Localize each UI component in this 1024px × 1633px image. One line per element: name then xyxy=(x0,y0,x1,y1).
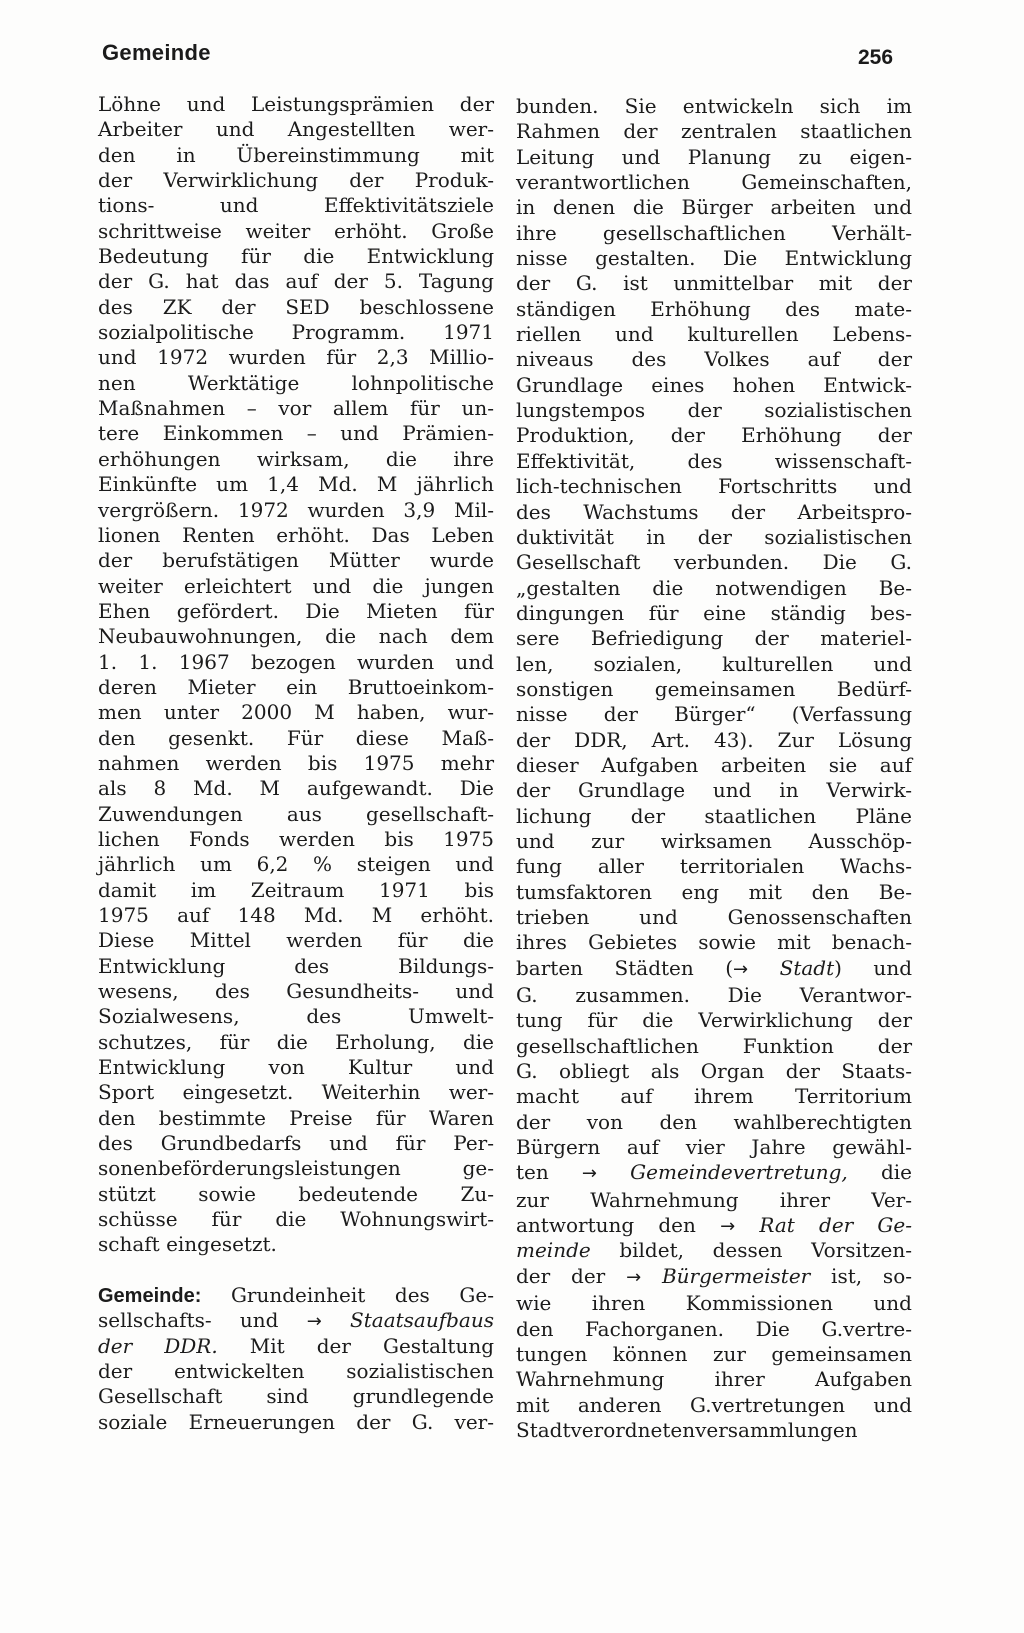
left-column xyxy=(98,92,494,1435)
text-line: der DDR, Art. 43). Zur Lösung xyxy=(516,727,912,752)
paragraph-gap xyxy=(98,1258,494,1283)
text-line: schüsse für die Wohnungswirt- xyxy=(98,1207,494,1232)
cross-reference: Rat der Ge- xyxy=(735,1213,912,1238)
text-line: „gestalten die notwendigen Be- xyxy=(516,575,912,600)
text-line: Einkünfte um 1,4 Md. M jährlich xyxy=(98,472,494,497)
text-line: des ZK der SED beschlossene xyxy=(98,294,494,319)
entry-text: Grundeinheit des Ge- xyxy=(201,1282,494,1307)
text-line: Produktion, der Erhöhung der xyxy=(516,423,912,448)
running-head: Gemeinde xyxy=(102,40,211,65)
text-line: Löhne und Leistungsprämien der xyxy=(98,92,494,116)
text-line: G. zusammen. Die Verantwor- xyxy=(516,983,912,1008)
text-line: verantwortlichen Gemeinschaften, xyxy=(516,170,912,195)
text-line: zur Wahrnehmung ihrer Ver- xyxy=(516,1187,912,1212)
text-line: Entwicklung des Bildungs- xyxy=(98,953,494,978)
text-line: und 1972 wurden für 2,3 Millio- xyxy=(98,345,494,370)
text-line: sere Befriedigung der materiel- xyxy=(516,626,912,651)
text-run: barten Städten ( xyxy=(516,955,734,980)
cross-reference-arrow-icon: → xyxy=(306,1311,322,1333)
text-line: lungstempos der sozialistischen xyxy=(516,398,912,423)
text-line: Leitung und Planung zu eigen- xyxy=(516,144,912,169)
text-line: des Grundbedarfs und für Per- xyxy=(98,1131,494,1156)
text-line: tere Einkommen – und Prämien- xyxy=(98,421,494,446)
text-line: 1. 1. 1967 bezogen wurden und xyxy=(98,649,494,674)
text-line: dieser Aufgaben arbeiten sie auf xyxy=(516,752,912,777)
text-line: Entwicklung von Kultur und xyxy=(98,1055,494,1080)
text-line xyxy=(516,1264,912,1289)
text-run: der der xyxy=(516,1263,627,1288)
text-line: fung aller territorialen Wachs- xyxy=(516,854,912,879)
entry-continuation xyxy=(516,1188,912,1213)
text-line: den in Übereinstimmung mit xyxy=(98,142,494,167)
text-line xyxy=(516,1238,912,1263)
dictionary-entry xyxy=(98,1283,494,1435)
text-line: vergrößern. 1972 wurden 3,9 Mil- xyxy=(98,497,494,522)
text-line: Diese Mittel werden für die xyxy=(98,928,494,953)
text-line: ihre gesellschaftlichen Verhält- xyxy=(516,220,912,245)
text-line: der G. ist unmittelbar mit der xyxy=(516,271,912,296)
text-line: schrittweise weiter erhöht. Große xyxy=(98,218,494,243)
cross-reference: Bürgermeister xyxy=(641,1263,811,1288)
text-run: ) und xyxy=(834,955,912,980)
text-line: ihres Gebietes sowie mit benach- xyxy=(516,930,912,955)
text-line: nen Werktätige lohnpolitische xyxy=(98,370,494,395)
text-line: jährlich um 6,2 % steigen und xyxy=(98,852,494,877)
text-line xyxy=(516,956,912,981)
text-line: stützt sowie bedeutende Zu- xyxy=(98,1181,494,1206)
cross-reference: Gemeindevertretung, xyxy=(597,1160,848,1185)
text-line: Effektivität, des wissenschaft- xyxy=(516,448,912,473)
text-line: G. obliegt als Organ der Staats- xyxy=(516,1059,912,1084)
text-line: als 8 Md. M aufgewandt. Die xyxy=(98,776,494,801)
text-line xyxy=(516,1213,912,1238)
cross-reference-arrow-icon: → xyxy=(733,958,749,980)
text-line: der G. hat das auf der 5. Tagung xyxy=(98,269,494,294)
entry-line xyxy=(98,1308,494,1333)
text-line: lich-technischen Fortschritts und xyxy=(516,474,912,499)
text-line: sonstigen gemeinsamen Bedürf- xyxy=(516,676,912,701)
text-line: weiter erleichtert und die jungen xyxy=(98,573,494,598)
text-line: Grundlage eines hohen Entwick- xyxy=(516,372,912,397)
text-line: duktivität in der sozialistischen xyxy=(516,524,912,549)
text-run: die xyxy=(847,1160,912,1185)
right-column xyxy=(516,92,912,1443)
entry-term: Gemeinde: xyxy=(98,1284,202,1307)
cross-reference-arrow-icon: → xyxy=(626,1266,642,1288)
text-line: lichung der staatlichen Pläne xyxy=(516,803,912,828)
text-line: Zuwendungen aus gesellschaft- xyxy=(98,801,494,826)
text-line: der Grundlage und in Verwirk- xyxy=(516,778,912,803)
text-line: lionen Renten erhöht. Das Leben xyxy=(98,522,494,547)
cross-reference: Stadt xyxy=(748,955,835,980)
text-run: ist, so- xyxy=(810,1263,912,1288)
text-line: tungen können zur gemeinsamen xyxy=(516,1341,912,1366)
text-line: Gesellschaft verbunden. Die G. xyxy=(516,550,912,575)
cross-reference: meinde xyxy=(516,1238,591,1263)
text-line: len, sozialen, kulturellen und xyxy=(516,651,912,676)
text-line: schaft eingesetzt. xyxy=(98,1232,277,1257)
text-line: deren Mieter ein Bruttoeinkom- xyxy=(98,674,494,699)
text-line: erhöhungen wirksam, die ihre xyxy=(98,446,494,471)
text-line: lichen Fonds werden bis 1975 xyxy=(98,826,494,851)
text-line: der berufstätigen Mütter wurde xyxy=(98,548,494,573)
text-line: bunden. Sie entwickeln sich im xyxy=(516,94,912,118)
text-line: den Fachorganen. Die G.vertre- xyxy=(516,1316,912,1341)
text-line: sonenbeförderungsleistungen ge- xyxy=(98,1156,494,1181)
text-line: tumsfaktoren eng mit den Be- xyxy=(516,879,912,904)
cross-reference: der DDR. xyxy=(98,1333,218,1358)
text-line: Rahmen der zentralen staatlichen xyxy=(516,119,912,144)
text-line: den gesenkt. Für diese Maß- xyxy=(98,725,494,750)
text-line: niveaus des Volkes auf der xyxy=(516,347,912,372)
cross-reference-arrow-icon: → xyxy=(720,1216,736,1238)
text-line: nisse gestalten. Die Entwicklung xyxy=(516,246,912,271)
text-line xyxy=(516,1160,912,1185)
text-line: nisse der Bürger“ (Verfassung xyxy=(516,702,912,727)
continued-paragraph xyxy=(98,92,494,1258)
text-line: Bedeutung für die Entwicklung xyxy=(98,244,494,269)
text-line: in denen die Bürger arbeiten und xyxy=(516,195,912,220)
text-line: Stadtverordnetenversammlungen xyxy=(516,1417,858,1442)
cross-reference: Staatsaufbaus xyxy=(321,1308,494,1333)
text-line: Bürgern auf vier Jahre gewähl- xyxy=(516,1135,912,1160)
cross-reference-arrow-icon: → xyxy=(581,1163,598,1185)
text-line: 1975 auf 148 Md. M erhöht. xyxy=(98,903,494,927)
entry-text: Mit der Gestaltung xyxy=(217,1333,495,1358)
text-line: den bestimmte Preise für Waren xyxy=(98,1105,494,1130)
text-line: der von den wahlberechtigten xyxy=(516,1109,912,1134)
text-line: ständigen Erhöhung des mate- xyxy=(516,296,912,321)
text-line: Ehen gefördert. Die Mieten für xyxy=(98,598,494,623)
text-line: damit im Zeitraum 1971 bis xyxy=(98,877,494,902)
text-line: Sozialwesens, des Umwelt- xyxy=(98,1004,494,1029)
text-line: wesens, des Gesundheits- und xyxy=(98,979,494,1004)
text-line: men unter 2000 M haben, wur- xyxy=(98,700,494,725)
page-number: 256 xyxy=(858,46,894,69)
text-line: macht auf ihrem Territorium xyxy=(516,1084,912,1109)
entry-line xyxy=(98,1283,494,1308)
text-line: tung für die Verwirklichung der xyxy=(516,1008,912,1033)
text-line: und zur wirksamen Ausschöp- xyxy=(516,828,912,853)
text-run: bildet, dessen Vorsitzen- xyxy=(590,1238,912,1263)
text-line: wie ihren Kommissionen und xyxy=(516,1291,912,1316)
text-line: mit anderen G.vertretungen und xyxy=(516,1392,912,1417)
text-line: der Verwirklichung der Produk- xyxy=(98,168,494,193)
text-line: gesellschaftlichen Funktion der xyxy=(516,1033,912,1058)
text-line: dingungen für eine ständig bes- xyxy=(516,600,912,625)
text-line: des Wachstums der Arbeitspro- xyxy=(516,499,912,524)
text-line: nahmen werden bis 1975 mehr xyxy=(98,750,494,775)
entry-text: sellschafts- und xyxy=(98,1308,307,1333)
text-line: Sport eingesetzt. Weiterhin wer- xyxy=(98,1080,494,1105)
entry-continuation xyxy=(516,1291,912,1443)
text-line: sozialpolitische Programm. 1971 xyxy=(98,320,494,345)
entry-continuation xyxy=(516,94,912,956)
text-line: trieben und Genossenschaften xyxy=(516,905,912,929)
text-run: antwortung den xyxy=(516,1213,721,1238)
text-line: Wahrnehmung ihrer Aufgaben xyxy=(516,1367,912,1392)
text-line: Neubauwohnungen, die nach dem xyxy=(98,624,494,649)
text-line: schutzes, für die Erholung, die xyxy=(98,1029,494,1054)
text-run: ten xyxy=(516,1160,582,1185)
text-line: riellen und kulturellen Lebens- xyxy=(516,322,912,347)
entry-continuation xyxy=(516,983,912,1160)
text-line: tions- und Effektivitätsziele xyxy=(98,193,494,218)
entry-line: soziale Erneuerungen der G. ver- xyxy=(98,1409,494,1434)
entry-line: der entwickelten sozialistischen xyxy=(98,1358,494,1383)
text-line: Maßnahmen – vor allem für un- xyxy=(98,396,494,421)
entry-line xyxy=(98,1334,494,1359)
entry-line: Gesellschaft sind grundlegende xyxy=(98,1384,494,1409)
text-line: Arbeiter und Angestellten wer- xyxy=(98,117,494,142)
